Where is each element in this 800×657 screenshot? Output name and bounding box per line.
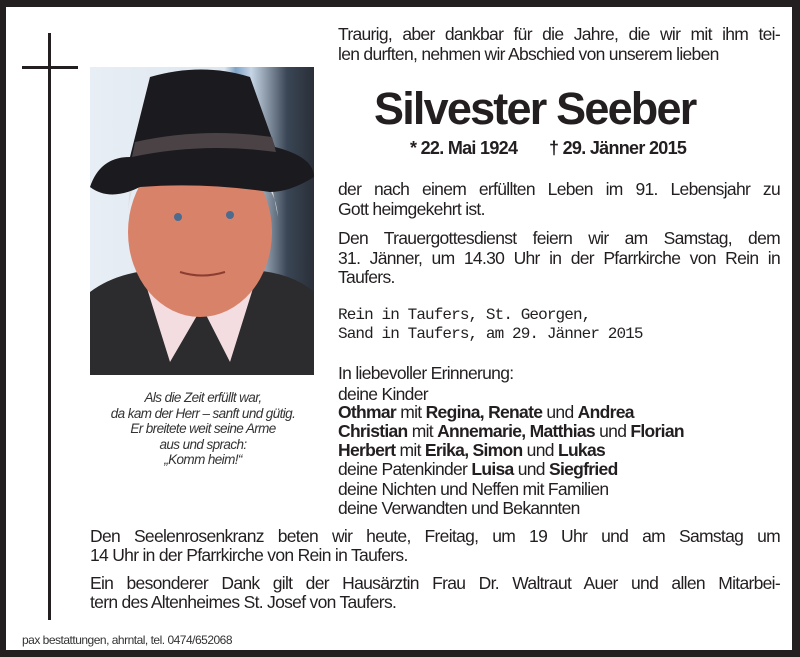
family-name: Luisa: [471, 459, 514, 479]
cross-icon: [48, 33, 51, 620]
family-name: und: [542, 402, 578, 422]
thanks-line: tern des Altenheimes St. Josef von Taufers.: [90, 592, 397, 612]
family-name: Siegfried: [549, 459, 618, 479]
deceased-name: Silvester Seeber: [374, 83, 696, 134]
quote-line: Als die Zeit erfüllt war,: [144, 390, 262, 405]
family-name: Annemarie, Matthias: [437, 421, 595, 441]
death-date: † 29. Jänner 2015: [549, 138, 687, 158]
family-name: und: [594, 421, 631, 441]
quote-line: aus und sprach:: [159, 436, 247, 452]
memory-heading: In liebevoller Erinnerung:: [338, 363, 514, 383]
children-label: deine Kinder: [338, 384, 428, 404]
family-name: und: [513, 459, 549, 479]
family-name: mit: [395, 440, 425, 460]
cross-bar: [22, 66, 78, 69]
family-line: [338, 440, 605, 460]
life-line: der nach einem erfüllten Leben im 91. Lebensjahr zu: [338, 179, 780, 199]
service-line: 31. Jänner, um 14.30 Uhr in der Pfarrkirche von Rein in: [338, 248, 780, 268]
relatives-line: deine Verwandten und Bekannten: [338, 498, 580, 518]
family-name: und: [522, 440, 558, 460]
quote-text: [92, 390, 314, 468]
rosary-line: 14 Uhr in der Pfarrkirche von Rein in Taufers.: [90, 545, 408, 565]
place-line: Rein in Taufers, St. Georgen,: [338, 306, 591, 324]
thanks-line: Ein besonderer Dank gilt der Hausärztin Frau Dr. Waltraut Auer und allen Mitarbei-: [90, 573, 780, 593]
quote-line: „Komm heim!“: [164, 452, 242, 467]
funeral-home-footer: pax bestattungen, ahrntal, tel. 0474/652068: [22, 633, 233, 647]
rosary-line: Den Seelenrosenkranz beten wir heute, Freitag, um 19 Uhr und am Samstag um: [90, 526, 780, 546]
intro-line: len durften, nehmen wir Abschied von unserem lieben: [338, 44, 719, 64]
family-name: Regina, Renate: [425, 402, 543, 422]
family-name: Erika, Simon: [424, 440, 523, 460]
service-line: Den Trauergottesdienst feiern wir am Samstag, dem: [338, 228, 780, 248]
place-line: Sand in Taufers, am 29. Jänner 2015: [338, 325, 643, 343]
family-line: [338, 402, 634, 422]
family-name: mit: [396, 402, 426, 422]
intro-line: Traurig, aber dankbar für die Jahre, die wir mit ihm tei-: [338, 24, 780, 44]
birth-date: * 22. Mai 1924: [410, 138, 518, 158]
family-line: [338, 459, 618, 479]
family-name: Othmar: [338, 402, 397, 422]
family-name: Herbert: [338, 440, 396, 460]
family-name: Christian: [338, 421, 408, 441]
quote-line: da kam der Herr – sanft und gütig.: [110, 405, 296, 421]
life-line: Gott heimgekehrt ist.: [338, 199, 485, 219]
service-line: Taufers.: [338, 267, 395, 287]
family-name: Lukas: [557, 440, 606, 460]
family-name: mit: [407, 421, 438, 441]
family-line: [338, 421, 684, 441]
family-name: Andrea: [577, 402, 634, 422]
family-name: Florian: [630, 421, 684, 441]
quote-line: Er breitete weit seine Arme: [130, 421, 276, 436]
family-name: deine Patenkinder: [338, 459, 472, 479]
relatives-line: deine Nichten und Neffen mit Familien: [338, 479, 609, 499]
portrait-photo: [90, 67, 314, 375]
